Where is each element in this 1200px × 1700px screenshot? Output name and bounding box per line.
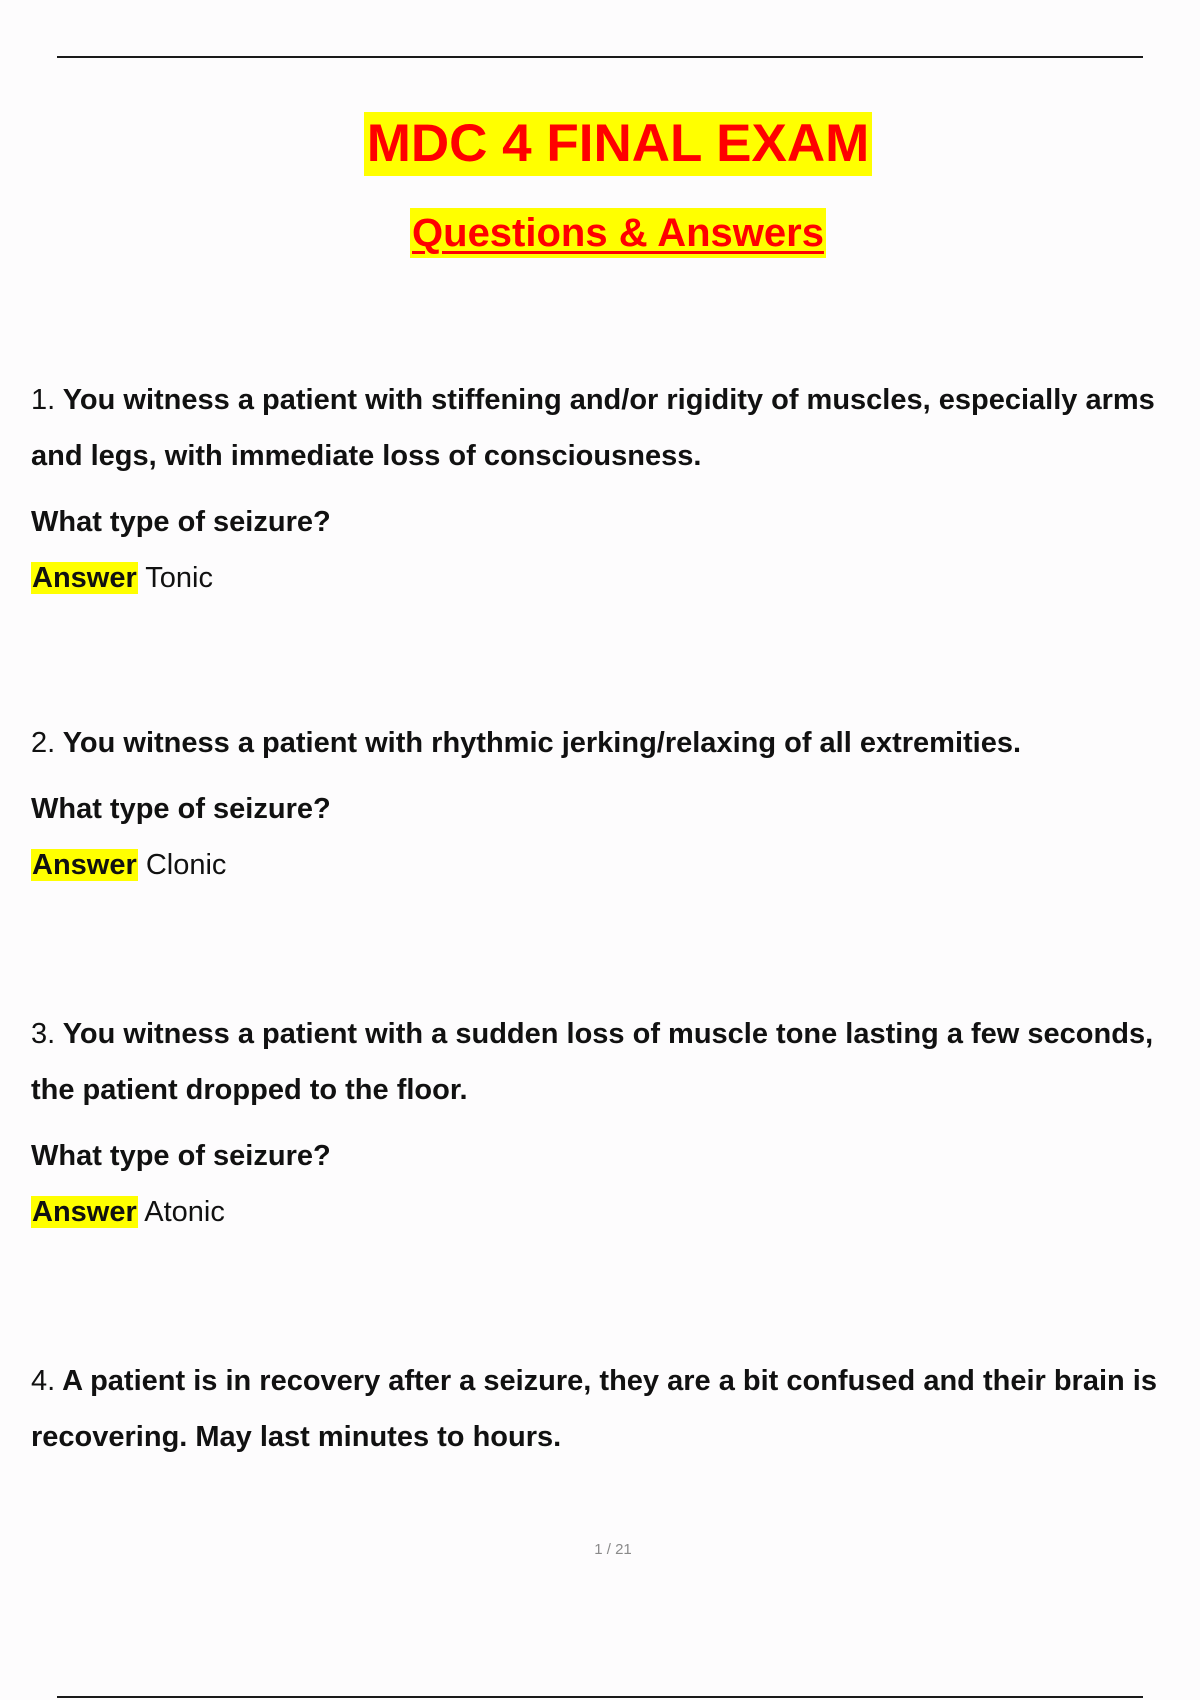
question-block-4 <box>31 1353 1196 1465</box>
subtitle-container <box>0 208 1200 258</box>
question-body: A patient is in recovery after a seizure, they are a bit confused and their brain is recovering. May last minutes to hours. <box>31 1365 1157 1453</box>
question-prompt: What type of seizure? <box>31 506 331 538</box>
question-body: You witness a patient with rhythmic jerking/relaxing of all extremities. <box>55 727 1022 759</box>
answer-line <box>31 837 1196 893</box>
question-text <box>31 715 1196 771</box>
answer-value: Tonic <box>137 562 213 594</box>
title-container <box>0 112 1200 176</box>
answer-line <box>31 550 1196 606</box>
document-subtitle: Questions & Answers <box>410 208 826 258</box>
bottom-rule <box>57 1696 1143 1698</box>
question-number: 4. <box>31 1365 56 1397</box>
question-text <box>31 372 1196 484</box>
question-block-2 <box>31 715 1196 893</box>
answer-label: Answer <box>32 562 137 594</box>
question-prompt: What type of seizure? <box>31 1140 331 1172</box>
question-body: You witness a patient with a sudden loss of muscle tone lasting a few seconds, the patient dropped to the floor. <box>31 1018 1154 1106</box>
document-title: MDC 4 FINAL EXAM <box>364 112 873 176</box>
page-number: 1 / 21 <box>594 1541 632 1558</box>
question-number: 1. <box>31 384 56 416</box>
answer-value: Clonic <box>137 849 227 881</box>
question-number: 2. <box>31 727 56 759</box>
answer-label: Answer <box>32 1196 137 1228</box>
top-rule <box>57 56 1143 58</box>
question-text <box>31 1006 1196 1118</box>
answer-line <box>31 1184 1196 1240</box>
question-block-1 <box>31 372 1196 606</box>
question-block-3 <box>31 1006 1196 1240</box>
question-text <box>31 1353 1196 1465</box>
answer-label: Answer <box>32 849 137 881</box>
question-prompt: What type of seizure? <box>31 793 331 825</box>
question-number: 3. <box>31 1018 56 1050</box>
answer-value: Atonic <box>137 1196 225 1228</box>
question-body: You witness a patient with stiffening and/or rigidity of muscles, especially arms and legs, with immediate loss of consciousness. <box>31 384 1155 472</box>
